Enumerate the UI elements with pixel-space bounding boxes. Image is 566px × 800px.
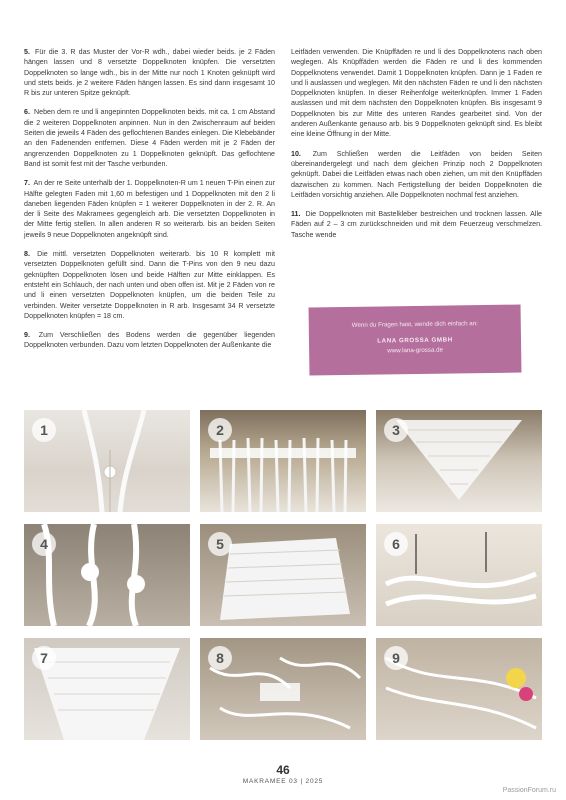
step-photo-4 xyxy=(24,524,190,626)
instruction-step-10: 10. Zum Schließen werden die Leitfäden von beiden Seiten übereinandergelegt und nach dem gleichen Prinzip noch 2 Doppelknoten geknüpft. Dabei die Leitfäden etwas nach oben ziehen, um mit den Knüpffäden dazwischen zu kommen. Nach Fertigstellung der beiden Doppelknoten die Leitfäden vorsichtig anziehen. Alle Doppelknoten nochmal fest anziehen. xyxy=(291,149,542,199)
step-photo-7 xyxy=(24,638,190,740)
step-photo-5 xyxy=(200,524,366,626)
step-number-badge: 2 xyxy=(208,418,232,442)
watermark: PassionForum.ru xyxy=(502,787,556,794)
instruction-step-9: 9. Zum Verschließen des Bodens werden die gegenüber liegenden Doppelknoten verbunden. Dazu vom letzten Doppelknoten der Außenkante die xyxy=(24,331,275,350)
contact-line: Wenn du Fragen hast, wende dich einfach an: xyxy=(351,320,478,329)
instruction-step-6: 6. Neben dem re und li angepinnten Doppelknoten beids. mit ca. 1 cm Abstand die 2 weiteren Doppelknoten anpinnen. Nun in den Zwischenraum auf beiden Seiten die jeweils 4 Fäden des geflochtenen Bandes einlegen. Die Klebebänder an den Fadenenden entfernen. Diese 4 Fäden werden mit je 2 Fäden der angrenzenden Doppelknoten zu 1 Doppelknoten geknüpft. Das geflochtene Band ist somit fest mit der Tasche verbunden. xyxy=(24,108,275,168)
company-url[interactable]: www.lana-grossa.de xyxy=(387,346,444,355)
step-photo-9 xyxy=(376,638,542,740)
step-number-badge: 8 xyxy=(208,646,232,670)
step-number-badge: 1 xyxy=(32,418,56,442)
magazine-issue: MAKRAMEE 03 | 2025 xyxy=(242,778,324,785)
text-column-left xyxy=(24,47,275,360)
instruction-step-7: 7. An der re Seite unterhalb der 1. Doppelknoten-R um 1 neuen T-Pin einen zur Hälfte gelegten Faden mit 1,60 m befestigen und 1 Doppelknoten mit den 2 li daneben liegenden Fäden knüpfen = 1 weiterer Doppelknoten in der 2. R. An der li Seite des Makramees gegengleich arb. Die versetzten Doppelknoten in der Mitte fertig stellen. In allen anderen R so weiterarb. bis an beiden Seiten jeweils 9 neue Doppelknoten angeknüpft sind. xyxy=(24,179,275,239)
step-number-badge: 9 xyxy=(384,646,408,670)
step-number-badge: 7 xyxy=(32,646,56,670)
step-photo-1 xyxy=(24,410,190,512)
step-photo-3 xyxy=(376,410,542,512)
instruction-step-5: 5. Für die 3. R das Muster der Vor-R wdh., dabei wieder beids. je 2 Fäden hängen lassen und 8 versetzte Doppelknoten knüpfen. Die versetzten Doppelknoten so lange wdh., bis in der Mitte nur noch 1 Knoten geknüpft wird und stets beids. je 2 weitere Fäden hängen lassen. Es sind dann insgesamt 10 R bis zur unteren Spitze geknüpft. xyxy=(24,48,275,98)
page-number: 46 xyxy=(276,763,290,777)
step-number-badge: 6 xyxy=(384,532,408,556)
contact-box xyxy=(309,305,522,376)
step-photo-2 xyxy=(200,410,366,512)
step-photo-6 xyxy=(376,524,542,626)
instruction-step-11: 11. Die Doppelknoten mit Bastelkleber bestreichen und trocknen lassen. Alle Fäden auf 2 – 3 cm zurückschneiden und mit dem Feuerzeug verschmelzen. Tasche wende xyxy=(291,210,542,239)
instruction-step-9-continued: Leitfäden verwenden. Die Knüpffäden re und li des Doppelknotens nach oben weglegen. Als Knüpffäden werden die Fäden re und li des kommenden Doppelknotens verwendet. Damit 1 Doppelknoten knüpfen. Dann je 1 Faden re und li auslassen und weglegen. Mit den nächsten Fäden re und li den nächsten Doppelknoten knüpfen. In dieser Reihenfolge weiterknüpfen. Immer 1 Faden auslassen und mit dem nächsten den Doppelknoten knüpfen. Bis insgesamt 9 Doppelknoten bis zur Mitte des unteren Randes gearbeitet sind. Von der anderen Außenkante genauso arb. bis 9 Doppelknoten geknüpft sind. Es bleibt eine kleine Öffnung in der Mitte. xyxy=(291,48,542,139)
photo-grid xyxy=(24,410,542,740)
text-column-right xyxy=(291,47,542,249)
step-number-badge: 4 xyxy=(32,532,56,556)
step-number-badge: 3 xyxy=(384,418,408,442)
instruction-step-8: 8. Die mittl. versetzten Doppelknoten weiterarb. bis 10 R komplett mit versetzten Doppelknoten gefüllt sind. Dann die T-Pins von den 9 neu dazu geknüpften Doppelknoten lösen und beide Hälften zur Mitte einklappen. Es entsteht ein Schlauch, der nach unten und oben offen ist. Mit je 2 Fäden von re und li einen versetzten Doppelknoten knüpfen, um die beiden Teile zu verbinden. Weiter versetzte Doppelknoten in R arb. Insgesamt 34 R versetzte Doppelknoten knüpfen = 18 cm. xyxy=(24,250,275,320)
company-name: LANA GROSSA GMBH xyxy=(377,336,453,345)
step-photo-8 xyxy=(200,638,366,740)
step-number-badge: 5 xyxy=(208,532,232,556)
